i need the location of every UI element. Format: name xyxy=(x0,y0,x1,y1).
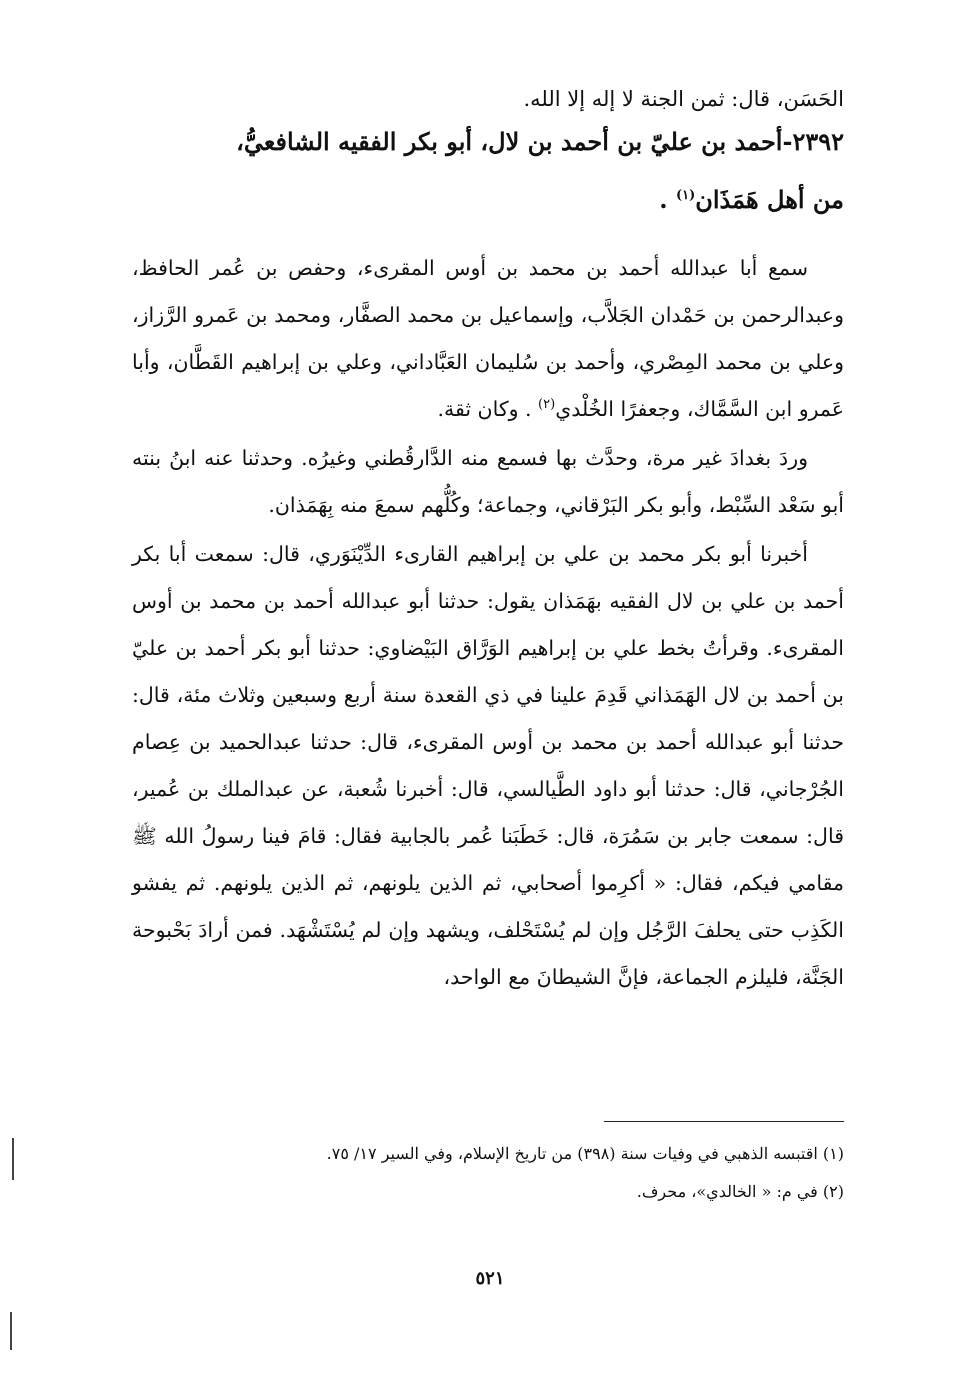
paragraph-hadith xyxy=(132,531,844,1001)
paragraph-teachers xyxy=(132,245,844,433)
footnote-2: (٢) في م: « الخالدي»، محرف. xyxy=(636,1182,844,1201)
paragraph-baghdad xyxy=(132,435,844,529)
footnote-divider xyxy=(604,1121,844,1122)
paragraph-hadith-text: أخبرنا أبو بكر محمد بن علي بن إبراهيم القارىء الدِّيْنَوَري، قال: سمعت أبا بكر أحمد بن علي بن لال الفقيه بهَمَذان يقول: حدثنا أبو عبدالله أحمد بن محمد بن أوس المقرىء. وقرأتُ بخط علي بن إبراهيم الوَرَّاق البَيْضاوي: حدثنا أبو بكر أحمد بن عليّ بن أحمد بن لال الهَمَذاني قَدِمَ علينا في ذي القعدة سنة أربع وسبعين وثلاث مئة، قال: حدثنا أبو عبدالله أحمد بن محمد بن أوس المقرىء، قال: حدثنا عبدالحميد بن عِصام الجُرْجاني، قال: حدثنا أبو داود الطَّيالسي، قال: أخبرنا شُعبة، عن عبدالملك بن عُمير، قال: سمعت جابر بن سَمُرَة، قال: خَطَبَنا عُمر بالجابية فقال: قامَ فينا رسولُ الله ﷺ مقامي فيكم، فقال: « أكرِموا أصحابي، ثم الذين يلونهم، ثم الذين يلونهم. ثم يفشو الكَذِب حتى يحلفَ الرَّجُل وإن لم يُسْتَحْلف، ويشهد وإن لم يُسْتَشْهَد. فمن أرادَ بَحْبوحة الجَنَّة، فليلزم الجماعة، فإنَّ الشيطانَ مع الواحد، xyxy=(132,542,844,989)
page-number: ٥٢١ xyxy=(475,1268,505,1289)
entry-heading-end: . xyxy=(659,185,676,214)
entry-heading xyxy=(132,113,844,229)
opening-line: الحَسَن، قال: ثمن الجنة لا إله إلا الله. xyxy=(523,87,844,111)
paragraph-teachers-text: سمع أبا عبدالله أحمد بن محمد بن أوس المقرىء، وحفص بن عُمر الحافظ، وعبدالرحمن بن حَمْدان الجَلاَّب، وإسماعيل بن محمد الصفَّار، ومحمد بن عَمرو الرَّزاز، وعلي بن محمد المِصْري، وأحمد بن سُليمان العَبَّاداني، وعلي بن إبراهيم القَطَّان، وأبا عَمرو ابن السَّمَّاك، وجعفرًا الخُلْدي xyxy=(132,256,844,421)
paragraph-baghdad-text: وردَ بغدادَ غير مرة، وحدَّث بها فسمع منه الدَّارقُطني وغيرُه. وحدثنا عنه ابنُ بنته أبو سَعْد السِّبْط، وأبو بكر البَرْقاني، وجماعة؛ وكُلُّهم سمعَ منه بِهَمَذان. xyxy=(132,446,844,517)
scan-edge-mark xyxy=(10,1312,12,1350)
footnotes xyxy=(150,1135,844,1211)
footnote-1: (١) اقتبسه الذهبي في وفيات سنة (٣٩٨) من تاريخ الإسلام، وفي السير ١٧/ ٧٥. xyxy=(326,1144,844,1163)
paragraph-teachers-end: . وكان ثقة. xyxy=(437,397,539,421)
scan-edge-mark xyxy=(12,1138,14,1180)
page-body xyxy=(132,86,844,1003)
footnote-ref-2: (٢) xyxy=(538,397,556,413)
footnote-ref-1: (١) xyxy=(675,188,696,203)
entry-heading-line-2 xyxy=(132,171,844,229)
entry-heading-line-1: ٢٣٩٢-أحمد بن عليّ بن أحمد بن لال، أبو بكر الفقيه الشافعيُّ، xyxy=(236,127,844,156)
entry-heading-origin: من أهل هَمَذَان xyxy=(695,185,844,214)
